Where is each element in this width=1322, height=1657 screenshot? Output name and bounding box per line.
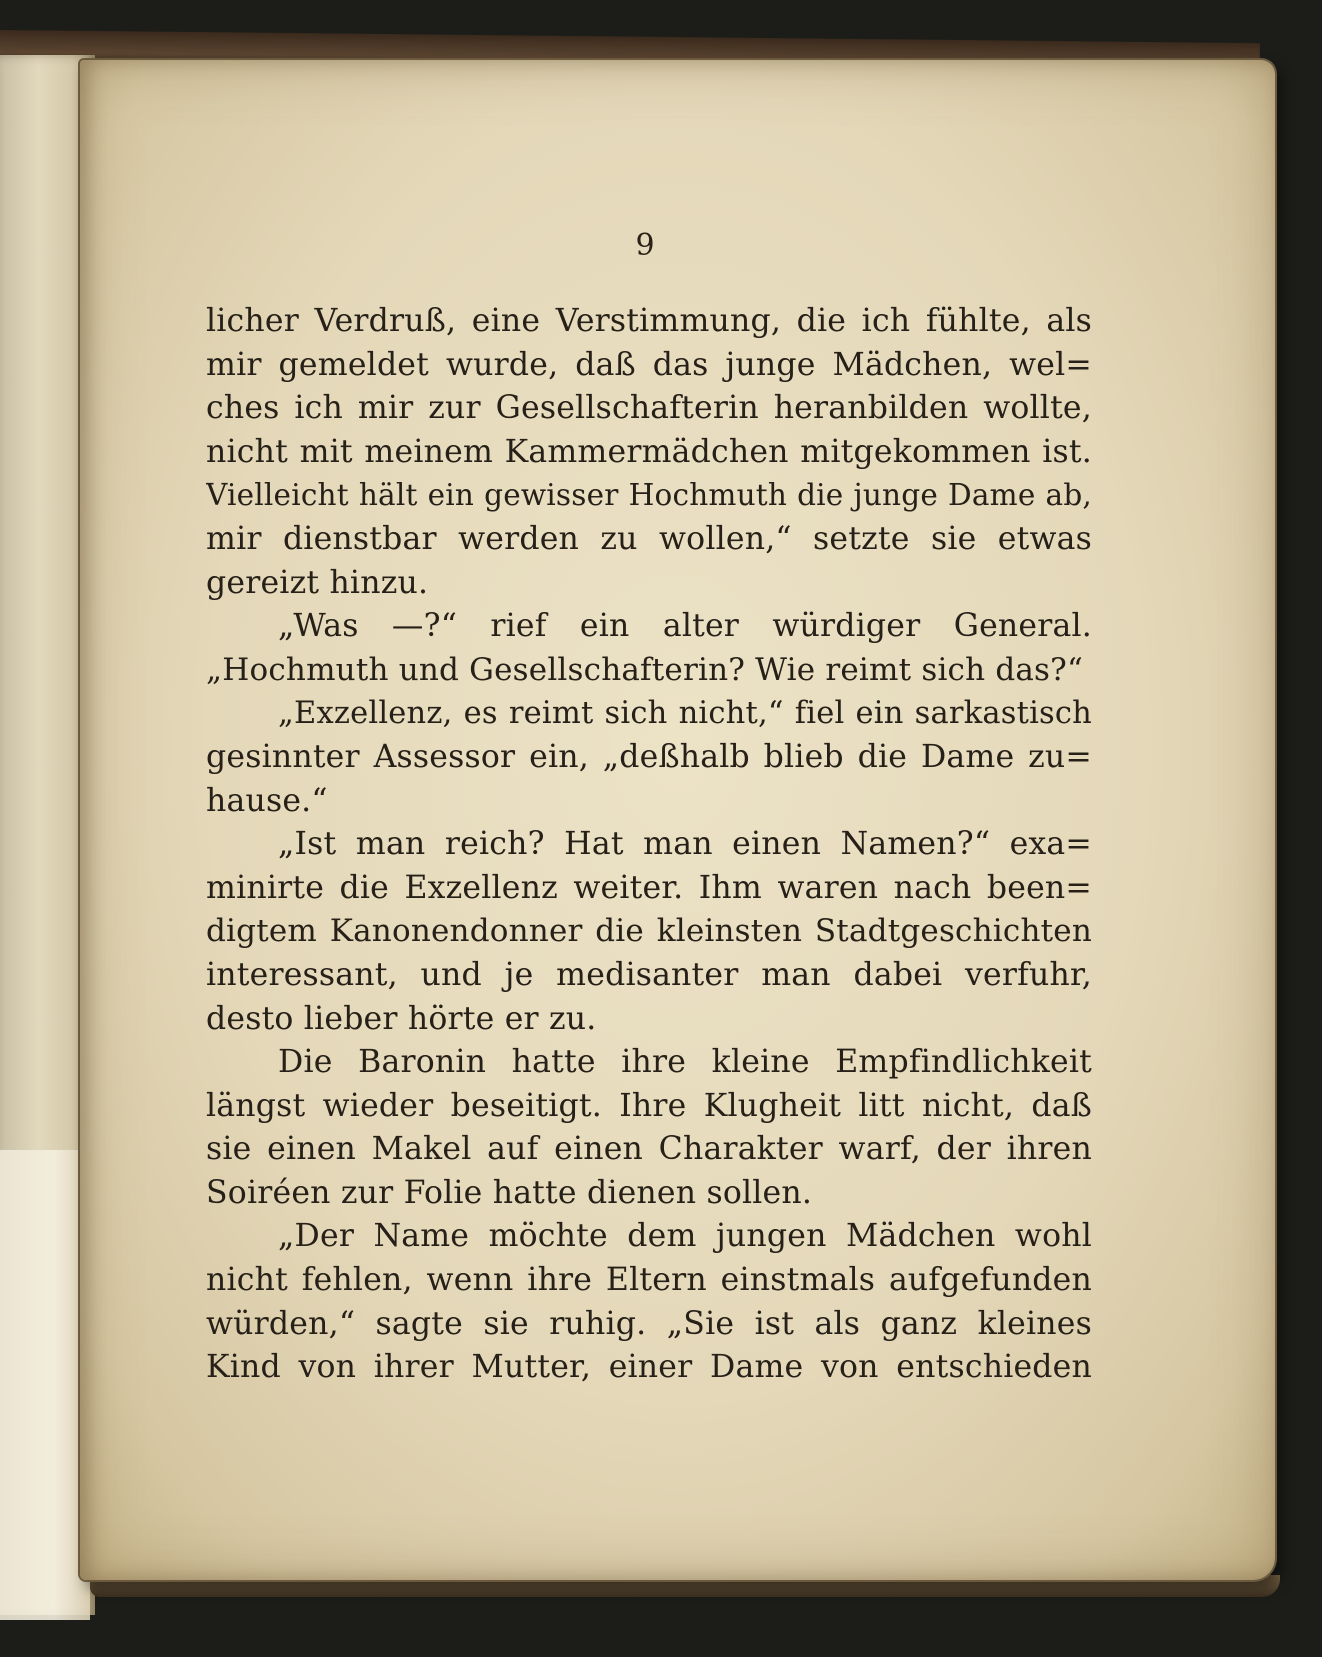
text-line: licher Verdruß, eine Verstimmung, die ich fühlte, als [206, 303, 1092, 339]
text-line: Kind von ihrer Mutter, einer Dame von entschieden [206, 1349, 1092, 1386]
text-line: nicht mit meinem Kammermädchen mitgekommen ist. [206, 433, 1092, 470]
text-line: minirte die Exzellenz weiter. Ihm waren nach been= [206, 869, 1092, 906]
text-line: „Der Name möchte dem jungen Mädchen wohl [278, 1218, 1092, 1255]
text-line: „Ist man reich? Hat man einen Namen?“ exa= [278, 826, 1092, 863]
text-line: Die Baronin hatte ihre kleine Empfindlichkeit [278, 1044, 1092, 1081]
text-line: „Exzellenz, es reimt sich nicht,“ fiel ein sarkastisch [278, 696, 1092, 732]
text-line: mir dienstbar werden zu wollen,“ setzte sie etwas [206, 520, 1092, 557]
text-line: Vielleicht hält ein gewisser Hochmuth die junge Dame ab, [206, 478, 1092, 513]
text-line: längst wieder beseitigt. Ihre Klugheit litt nicht, daß [206, 1087, 1092, 1124]
text-line: digtem Kanonendonner die kleinsten Stadtgeschichten [206, 913, 1092, 950]
text-line: „Was —?“ rief ein alter würdiger General. [278, 608, 1092, 645]
text-line: hause.“ [206, 782, 328, 819]
text-line: sie einen Makel auf einen Charakter warf, der ihren [206, 1131, 1092, 1168]
text-line: „Hochmuth und Gesellschafterin? Wie reimt sich das?“ [206, 651, 1084, 688]
text-line: desto lieber hörte er zu. [206, 1000, 597, 1037]
text-line: gereizt hinzu. [206, 564, 429, 601]
body-text [206, 300, 1092, 1390]
text-line: nicht fehlen, wenn ihre Eltern einstmals aufgefunden [206, 1262, 1092, 1299]
text-line: würden,“ sagte sie ruhig. „Sie ist als ganz kleines [206, 1305, 1092, 1342]
page-number: 9 [635, 228, 655, 263]
text-line: gesinnter Assessor ein, „deßhalb blieb die Dame zu= [206, 738, 1092, 775]
text-line: ches ich mir zur Gesellschafterin heranbilden wollte, [206, 390, 1092, 427]
text-line: mir gemeldet wurde, daß das junge Mädchen, wel= [206, 346, 1092, 383]
torn-page-fragment [0, 1150, 90, 1620]
text-line: Soiréen zur Folie hatte dienen sollen. [206, 1174, 813, 1211]
text-line: interessant, und je medisanter man dabei verfuhr, [206, 956, 1092, 993]
